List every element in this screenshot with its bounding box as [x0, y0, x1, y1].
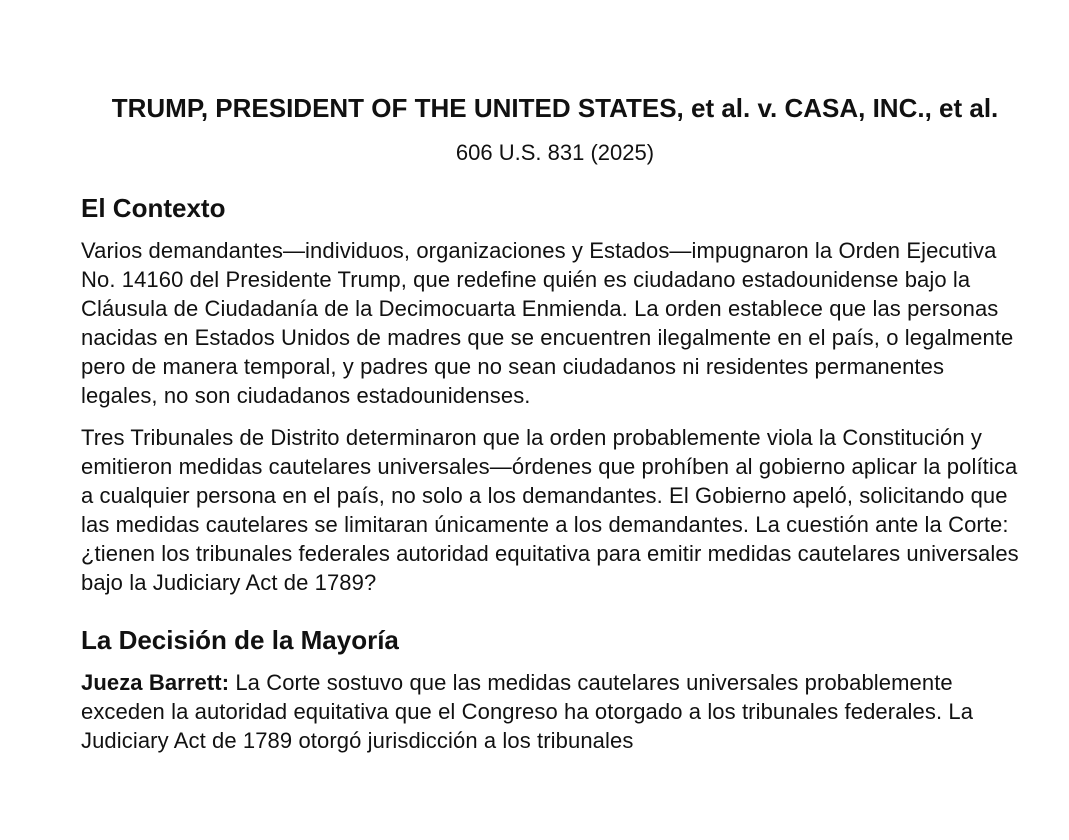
majority-paragraph-text: La Corte sostuvo que las medidas cautelares universales probablemente exceden la autoridad equitativa que el Congreso ha otorgado a los tribunales federales. La Judiciary Act de 1789 otorgó jurisdicción a los tribunales: [81, 670, 974, 753]
judge-name: Jueza Barrett:: [81, 670, 230, 695]
case-title: TRUMP, PRESIDENT OF THE UNITED STATES, et al. v. CASA, INC., et al.: [111, 93, 999, 123]
majority-paragraph-1: [81, 668, 1021, 755]
context-paragraph-1: Varios demandantes—individuos, organizaciones y Estados—impugnaron la Orden Ejecutiva No. 14160 del Presidente Trump, que redefine quién es ciudadano estadounidense bajo la Cláusula de Ciudadanía de la Decimocuarta Enmienda. La orden establece que las personas nacidas en Estados Unidos de madres que se encuentren ilegalmente en el país, o legalmente pero de manera temporal, y padres que no sean ciudadanos ni residentes permanentes legales, no son ciudadanos estadounidenses.: [81, 238, 1014, 408]
context-paragraph-2: Tres Tribunales de Distrito determinaron que la orden probablemente viola la Constitución y emitieron medidas cautelares universales—órdenes que prohíben al gobierno aplicar la política a cualquier persona en el país, no solo a los demandantes. El Gobierno apeló, solicitando que las medidas cautelares se limitaran únicamente a los demandantes. La cuestión ante la Corte: ¿tienen los tribunales federales autoridad equitativa para emitir medidas cautelares universales bajo la Judiciary Act de 1789?: [81, 425, 1019, 595]
case-citation: 606 U.S. 831 (2025): [455, 140, 655, 165]
section-heading-context: El Contexto: [81, 193, 226, 223]
section-heading-majority: La Decisión de la Mayoría: [81, 625, 399, 655]
